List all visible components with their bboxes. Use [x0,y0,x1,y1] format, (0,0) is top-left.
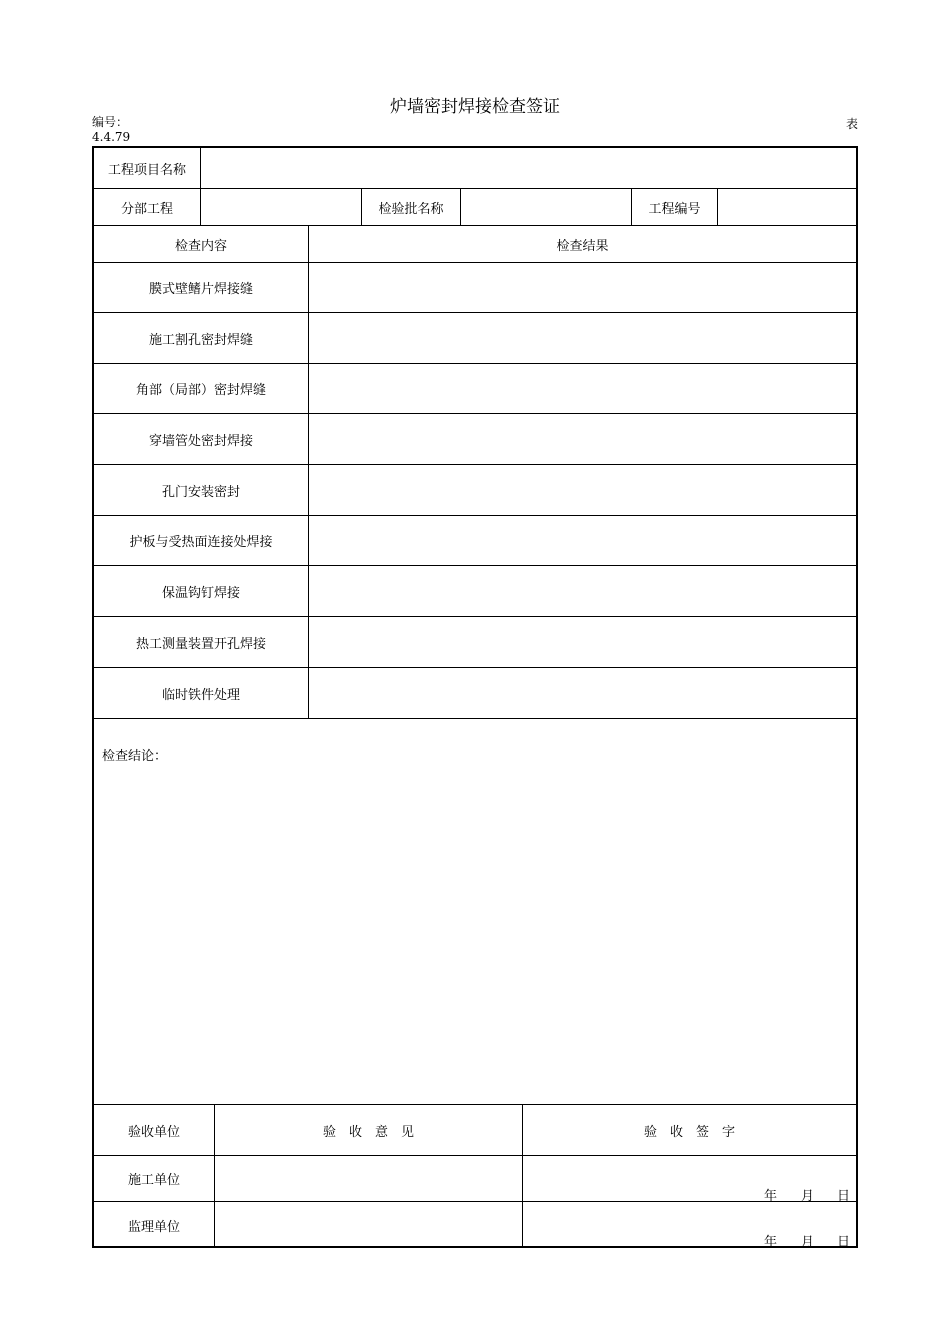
supervision-signature-field[interactable] [523,1202,856,1248]
number-label: 编号： [92,115,129,129]
form-title: 炉墙密封焊接检查签证 [390,97,560,117]
table-label: 表 [846,117,859,131]
check-result-field[interactable] [309,364,856,413]
construction-opinion-field[interactable] [215,1156,522,1201]
date-day: 日 [837,1235,851,1250]
date-day: 日 [837,1189,851,1204]
date-year: 年 [764,1235,778,1250]
check-item: 施工割孔密封焊缝 [148,332,253,348]
project-name-label: 工程项目名称 [107,162,186,178]
project-name-field[interactable] [201,148,856,188]
header-number [92,115,130,145]
check-item: 孔门安装密封 [161,484,240,500]
check-result-field[interactable] [309,414,856,464]
acceptance-unit-header: 验收单位 [127,1124,180,1140]
check-result-field[interactable] [309,263,856,312]
check-content-header: 检查内容 [174,238,227,254]
inspection-form-table [92,146,858,1248]
inspection-batch-field[interactable] [461,189,631,225]
form-code: 4.4.79 [92,130,131,144]
acceptance-opinion-header: 验 收 意 见 [322,1124,414,1140]
supervision-opinion-field[interactable] [215,1202,522,1248]
check-item: 保温钩钉焊接 [161,585,240,601]
check-item: 穿墙管处密封焊接 [148,433,253,449]
date-month: 月 [801,1189,815,1204]
check-item: 临时铁件处理 [161,687,240,703]
supervision-unit-label: 监理单位 [127,1219,180,1235]
construction-signature-field[interactable] [523,1156,856,1204]
acceptance-signature-header: 验 收 签 字 [643,1124,735,1140]
conclusion-field[interactable] [94,768,856,1104]
sub-project-field[interactable] [201,189,361,225]
check-result-field[interactable] [309,313,856,363]
check-item: 护板与受热面连接处焊接 [129,535,273,550]
project-number-field[interactable] [718,189,856,225]
date-year: 年 [764,1189,778,1204]
check-result-field[interactable] [309,465,856,515]
check-item: 热工测量装置开孔焊接 [135,636,266,652]
check-result-field[interactable] [309,566,856,616]
check-item: 膜式壁鳍片焊接缝 [148,282,253,297]
conclusion-label: 检查结论： [102,749,168,764]
inspection-batch-label: 检验批名称 [378,201,444,217]
date-month: 月 [801,1235,815,1250]
check-result-field[interactable] [309,668,856,718]
check-result-field[interactable] [309,617,856,667]
sub-project-label: 分部工程 [120,201,173,217]
check-result-field[interactable] [309,516,856,565]
check-item: 角部（局部）密封焊缝 [135,383,266,398]
check-result-header: 检查结果 [556,238,609,254]
construction-unit-label: 施工单位 [127,1173,180,1188]
project-number-label: 工程编号 [648,201,701,217]
